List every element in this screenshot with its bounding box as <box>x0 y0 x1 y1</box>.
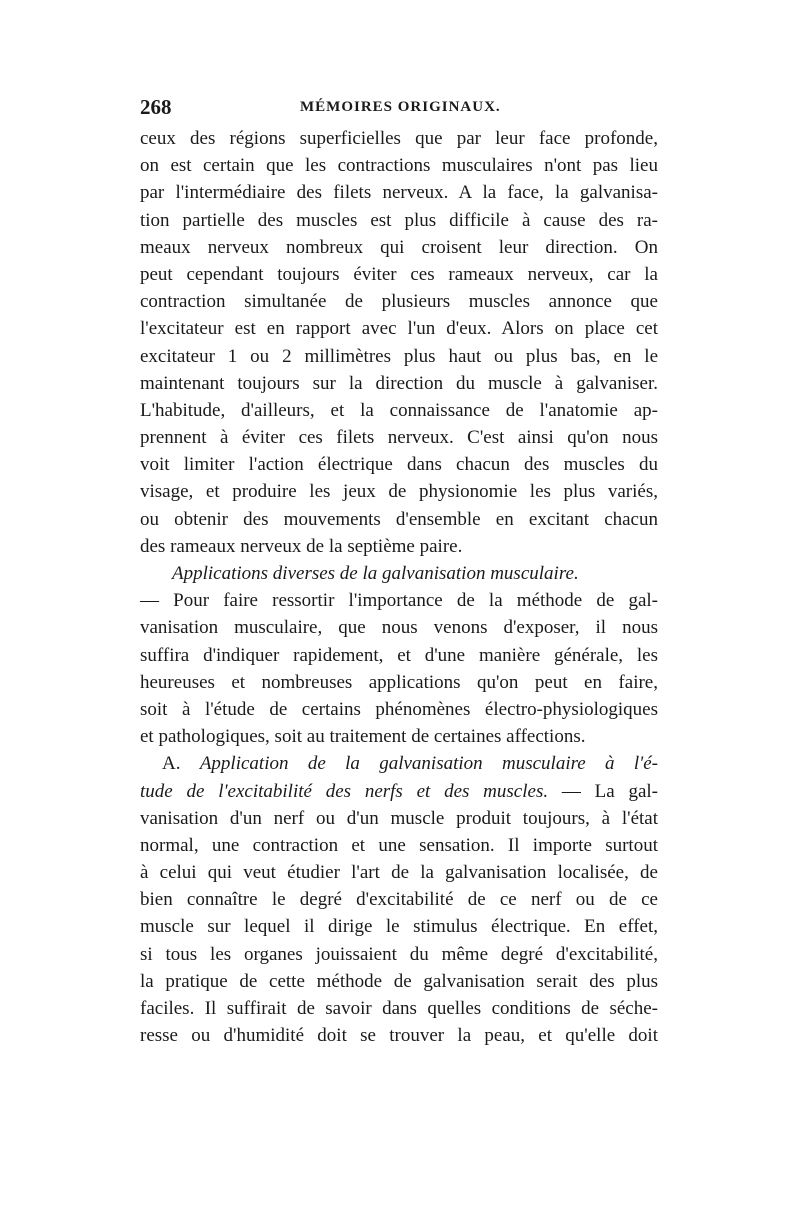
paragraph-3 <box>140 805 658 1050</box>
section-heading: Applications diverses de la galvanisation musculaire. <box>172 563 579 584</box>
text-line: ceux des régions superficielles que par leur face profonde, <box>140 128 658 149</box>
text-line: prennent à éviter ces filets nerveux. C'est ainsi qu'on nous <box>140 427 658 449</box>
text-line: contraction simultanée de plusieurs muscles annonce que <box>140 291 658 313</box>
text-line: vanisation musculaire, que nous venons d'exposer, il nous <box>140 617 658 639</box>
paragraph-2 <box>140 587 658 750</box>
text-line: ou obtenir des mouvements d'ensemble en excitant chacun <box>140 508 658 530</box>
text-line: voit limiter l'action électrique dans chacun des muscles du <box>140 454 658 476</box>
subsection-title-line <box>140 750 658 777</box>
text-line: et pathologiques, soit au traitement de certaines affections. <box>140 726 586 748</box>
text-line: par l'intermédiaire des filets nerveux. A la face, la galvanisa- <box>140 182 658 204</box>
text-line: bien connaître le degré d'excitabilité de ce nerf ou de ce <box>140 889 658 911</box>
document-page <box>140 95 658 1049</box>
text-line: vanisation d'un nerf ou d'un muscle produit toujours, à l'état <box>140 807 658 829</box>
text-line: la pratique de cette méthode de galvanisation serait des plus <box>140 970 658 992</box>
page-header <box>140 95 658 125</box>
subsection-title-continued: tude de l'excitabilité des nerfs et des muscles. <box>140 780 549 802</box>
subsection-a <box>140 750 658 804</box>
text-line: excitateur 1 ou 2 millimètres plus haut ou plus bas, en le <box>140 345 658 367</box>
text-line: soit à l'étude de certains phénomènes électro-physiologiques <box>140 698 658 720</box>
text-line: muscle sur lequel il dirige le stimulus électrique. En effet, <box>140 916 658 938</box>
text-line: resse ou d'humidité doit se trouver la peau, et qu'elle doit <box>140 1025 658 1047</box>
text-line: meaux nerveux nombreux qui croisent leur direction. On <box>140 236 658 258</box>
text-line: on est certain que les contractions musculaires n'ont pas lieu <box>140 155 658 177</box>
text-line: l'excitateur est en rapport avec l'un d'eux. Alors on place cet <box>140 318 658 340</box>
subsection-text-start: — La gal- <box>548 780 658 802</box>
text-line: peut cependant toujours éviter ces rameaux nerveux, car la <box>140 263 658 285</box>
text-line: L'habitude, d'ailleurs, et la connaissance de l'anatomie ap- <box>140 399 658 421</box>
text-line: des rameaux nerveux de la septième paire. <box>140 535 463 557</box>
running-head: MÉMOIRES ORIGINAUX. <box>300 99 501 115</box>
page-number: 268 <box>140 95 172 119</box>
text-line: tion partielle des muscles est plus difficile à cause des ra- <box>140 209 658 231</box>
subsection-title: Application de la galvanisation musculaire à l'é- <box>199 753 659 775</box>
subsection-label: A. <box>162 753 181 775</box>
text-line: à celui qui veut étudier l'art de la galvanisation localisée, de <box>140 862 658 884</box>
text-line: faciles. Il suffirait de savoir dans quelles conditions de séche- <box>140 998 658 1019</box>
text-line: normal, une contraction et une sensation. Il importe surtout <box>140 834 658 856</box>
text-line: — Pour faire ressortir l'importance de la méthode de gal- <box>140 590 658 612</box>
subsection-title-line <box>140 778 658 805</box>
text-line: heureuses et nombreuses applications qu'on peut en faire, <box>140 671 658 693</box>
text-line: visage, et produire les jeux de physionomie les plus variés, <box>140 481 658 503</box>
text-line: si tous les organes jouissaient du même degré d'excitabilité, <box>140 943 658 965</box>
text-line: maintenant toujours sur la direction du muscle à galvaniser. <box>140 372 658 394</box>
text-line: suffira d'indiquer rapidement, et d'une manière générale, les <box>140 644 658 666</box>
paragraph-1 <box>140 125 658 560</box>
